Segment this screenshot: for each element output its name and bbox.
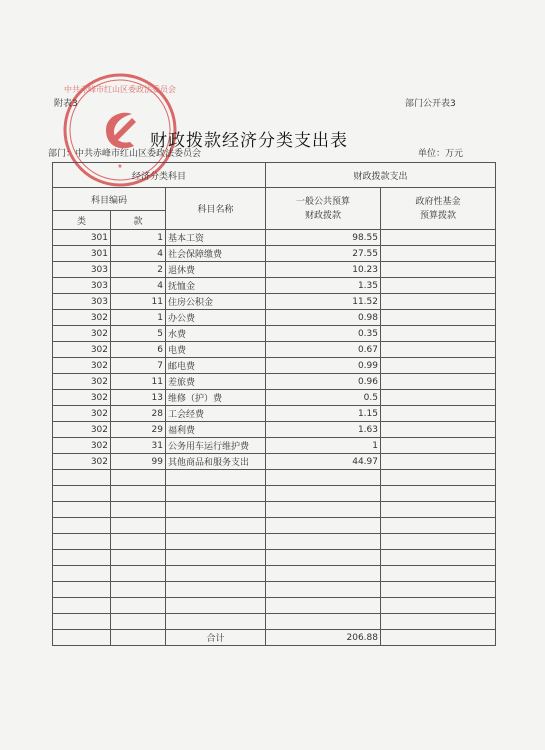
table-row — [53, 294, 496, 310]
item-code-cell: 11 — [111, 294, 166, 310]
empty-cell — [381, 502, 496, 518]
empty-table-row — [53, 518, 496, 534]
empty-table-row — [53, 614, 496, 630]
government-fund-cell — [381, 454, 496, 470]
government-fund-cell — [381, 422, 496, 438]
general-budget-cell: 0.35 — [266, 326, 381, 342]
general-budget-cell: 44.97 — [266, 454, 381, 470]
empty-table-row — [53, 502, 496, 518]
government-fund-header: 政府性基金 预算拨款 — [381, 188, 496, 230]
general-budget-cell: 0.67 — [266, 342, 381, 358]
table-row — [53, 358, 496, 374]
empty-table-row — [53, 598, 496, 614]
subject-name-cell: 邮电费 — [166, 358, 266, 374]
class-code-cell: 303 — [53, 262, 111, 278]
empty-cell — [166, 470, 266, 486]
class-code-cell: 302 — [53, 390, 111, 406]
class-header: 类 — [53, 211, 111, 230]
item-code-cell: 1 — [111, 310, 166, 326]
svg-text:中共赤峰市红山区委政法委员会: 中共赤峰市红山区委政法委员会 — [64, 85, 176, 94]
item-code-cell: 13 — [111, 390, 166, 406]
empty-cell — [381, 470, 496, 486]
empty-cell — [266, 550, 381, 566]
table-row — [53, 326, 496, 342]
item-code-cell: 31 — [111, 438, 166, 454]
empty-cell — [166, 518, 266, 534]
subject-name-cell: 社会保障缴费 — [166, 246, 266, 262]
empty-cell — [111, 566, 166, 582]
subject-name-cell: 基本工资 — [166, 230, 266, 246]
subject-name-cell: 水费 — [166, 326, 266, 342]
general-budget-cell: 1.35 — [266, 278, 381, 294]
government-fund-cell — [381, 406, 496, 422]
empty-cell — [53, 534, 111, 550]
subject-name-cell: 住房公积金 — [166, 294, 266, 310]
page-title: 财政拨款经济分类支出表 — [150, 131, 348, 151]
general-budget-cell: 27.55 — [266, 246, 381, 262]
fiscal-appropriation-header: 财政拨款支出 — [266, 163, 496, 188]
table-row — [53, 246, 496, 262]
table-subheader-row — [53, 188, 496, 211]
general-budget-cell: 1 — [266, 438, 381, 454]
item-code-cell: 7 — [111, 358, 166, 374]
empty-cell — [53, 630, 111, 646]
class-code-cell: 302 — [53, 342, 111, 358]
subject-name-cell: 福利费 — [166, 422, 266, 438]
empty-cell — [53, 470, 111, 486]
empty-cell — [266, 486, 381, 502]
department-table-number: 部门公开表3 — [405, 99, 456, 109]
empty-cell — [166, 598, 266, 614]
table-row — [53, 390, 496, 406]
empty-table-row — [53, 566, 496, 582]
government-fund-cell — [381, 390, 496, 406]
empty-cell — [53, 566, 111, 582]
empty-cell — [381, 518, 496, 534]
total-label: 合计 — [166, 630, 266, 646]
subject-code-header: 科目编码 — [53, 188, 166, 211]
empty-cell — [266, 566, 381, 582]
empty-cell — [166, 486, 266, 502]
class-code-cell: 303 — [53, 294, 111, 310]
unit-label: 单位：万元 — [418, 149, 464, 159]
subject-name-cell: 差旅费 — [166, 374, 266, 390]
empty-cell — [381, 614, 496, 630]
item-code-cell: 1 — [111, 230, 166, 246]
empty-cell — [53, 550, 111, 566]
general-budget-cell: 11.52 — [266, 294, 381, 310]
subject-name-cell: 退休费 — [166, 262, 266, 278]
empty-table-row — [53, 470, 496, 486]
government-fund-cell — [381, 278, 496, 294]
class-code-cell: 301 — [53, 246, 111, 262]
empty-cell — [381, 486, 496, 502]
general-budget-cell: 98.55 — [266, 230, 381, 246]
government-fund-cell — [381, 326, 496, 342]
empty-cell — [266, 534, 381, 550]
item-code-cell: 6 — [111, 342, 166, 358]
table-row — [53, 406, 496, 422]
subject-name-header: 科目名称 — [166, 188, 266, 230]
government-fund-cell — [381, 310, 496, 326]
item-code-cell: 29 — [111, 422, 166, 438]
empty-cell — [381, 598, 496, 614]
empty-cell — [111, 534, 166, 550]
government-fund-cell — [381, 262, 496, 278]
total-row — [53, 630, 496, 646]
item-code-cell: 2 — [111, 262, 166, 278]
table-group-header-row — [53, 163, 496, 188]
government-fund-cell — [381, 374, 496, 390]
government-fund-cell — [381, 358, 496, 374]
general-budget-cell: 0.5 — [266, 390, 381, 406]
item-code-cell: 28 — [111, 406, 166, 422]
item-code-cell: 4 — [111, 278, 166, 294]
empty-cell — [53, 502, 111, 518]
department-name: 部门：中共赤峰市红山区委政法委员会 — [48, 149, 202, 159]
empty-cell — [111, 470, 166, 486]
empty-cell — [111, 614, 166, 630]
empty-cell — [53, 582, 111, 598]
empty-table-row — [53, 534, 496, 550]
empty-table-row — [53, 550, 496, 566]
total-general-budget: 206.88 — [266, 630, 381, 646]
subject-name-cell: 电费 — [166, 342, 266, 358]
table-row — [53, 374, 496, 390]
table-row — [53, 422, 496, 438]
item-code-cell: 11 — [111, 374, 166, 390]
class-code-cell: 303 — [53, 278, 111, 294]
empty-cell — [381, 534, 496, 550]
table-row — [53, 454, 496, 470]
empty-cell — [111, 502, 166, 518]
empty-cell — [381, 566, 496, 582]
general-budget-cell: 0.98 — [266, 310, 381, 326]
item-code-cell: 4 — [111, 246, 166, 262]
table-row — [53, 230, 496, 246]
class-code-cell: 302 — [53, 406, 111, 422]
class-code-cell: 302 — [53, 454, 111, 470]
empty-cell — [166, 582, 266, 598]
attachment-label: 附表3 — [54, 99, 78, 109]
item-code-cell: 99 — [111, 454, 166, 470]
subject-name-cell: 维修（护）费 — [166, 390, 266, 406]
item-header: 款 — [111, 211, 166, 230]
expenditure-table — [52, 162, 496, 646]
empty-cell — [166, 566, 266, 582]
general-budget-cell: 10.23 — [266, 262, 381, 278]
empty-cell — [111, 486, 166, 502]
empty-cell — [381, 550, 496, 566]
table-row — [53, 262, 496, 278]
empty-cell — [266, 598, 381, 614]
empty-cell — [53, 486, 111, 502]
class-code-cell: 302 — [53, 358, 111, 374]
table-row — [53, 310, 496, 326]
table-row — [53, 278, 496, 294]
empty-cell — [266, 470, 381, 486]
empty-cell — [266, 502, 381, 518]
empty-cell — [266, 582, 381, 598]
general-budget-cell: 1.15 — [266, 406, 381, 422]
class-code-cell: 302 — [53, 438, 111, 454]
general-budget-cell: 0.96 — [266, 374, 381, 390]
economic-classification-header: 经济分类科目 — [53, 163, 266, 188]
general-budget-cell: 0.99 — [266, 358, 381, 374]
item-code-cell: 5 — [111, 326, 166, 342]
subject-name-cell: 抚恤金 — [166, 278, 266, 294]
empty-cell — [166, 502, 266, 518]
government-fund-cell — [381, 438, 496, 454]
empty-cell — [166, 550, 266, 566]
class-code-cell: 302 — [53, 326, 111, 342]
government-fund-cell — [381, 230, 496, 246]
empty-cell — [166, 614, 266, 630]
class-code-cell: 301 — [53, 230, 111, 246]
subject-name-cell: 办公费 — [166, 310, 266, 326]
empty-cell — [111, 518, 166, 534]
empty-cell — [166, 534, 266, 550]
empty-cell — [53, 598, 111, 614]
subject-name-cell: 其他商品和服务支出 — [166, 454, 266, 470]
empty-cell — [266, 518, 381, 534]
general-budget-header: 一般公共预算 财政拨款 — [266, 188, 381, 230]
table-row — [53, 438, 496, 454]
empty-cell — [53, 614, 111, 630]
government-fund-cell — [381, 246, 496, 262]
empty-cell — [266, 614, 381, 630]
empty-cell — [111, 582, 166, 598]
total-government-fund — [381, 630, 496, 646]
empty-cell — [381, 582, 496, 598]
table-row — [53, 342, 496, 358]
government-fund-cell — [381, 342, 496, 358]
empty-cell — [53, 518, 111, 534]
svg-text:★: ★ — [117, 163, 123, 170]
subject-name-cell: 工会经费 — [166, 406, 266, 422]
empty-cell — [111, 598, 166, 614]
empty-table-row — [53, 582, 496, 598]
empty-table-row — [53, 486, 496, 502]
subject-name-cell: 公务用车运行维护费 — [166, 438, 266, 454]
empty-cell — [111, 630, 166, 646]
class-code-cell: 302 — [53, 374, 111, 390]
general-budget-cell: 1.63 — [266, 422, 381, 438]
government-fund-cell — [381, 294, 496, 310]
class-code-cell: 302 — [53, 422, 111, 438]
class-code-cell: 302 — [53, 310, 111, 326]
empty-cell — [111, 550, 166, 566]
